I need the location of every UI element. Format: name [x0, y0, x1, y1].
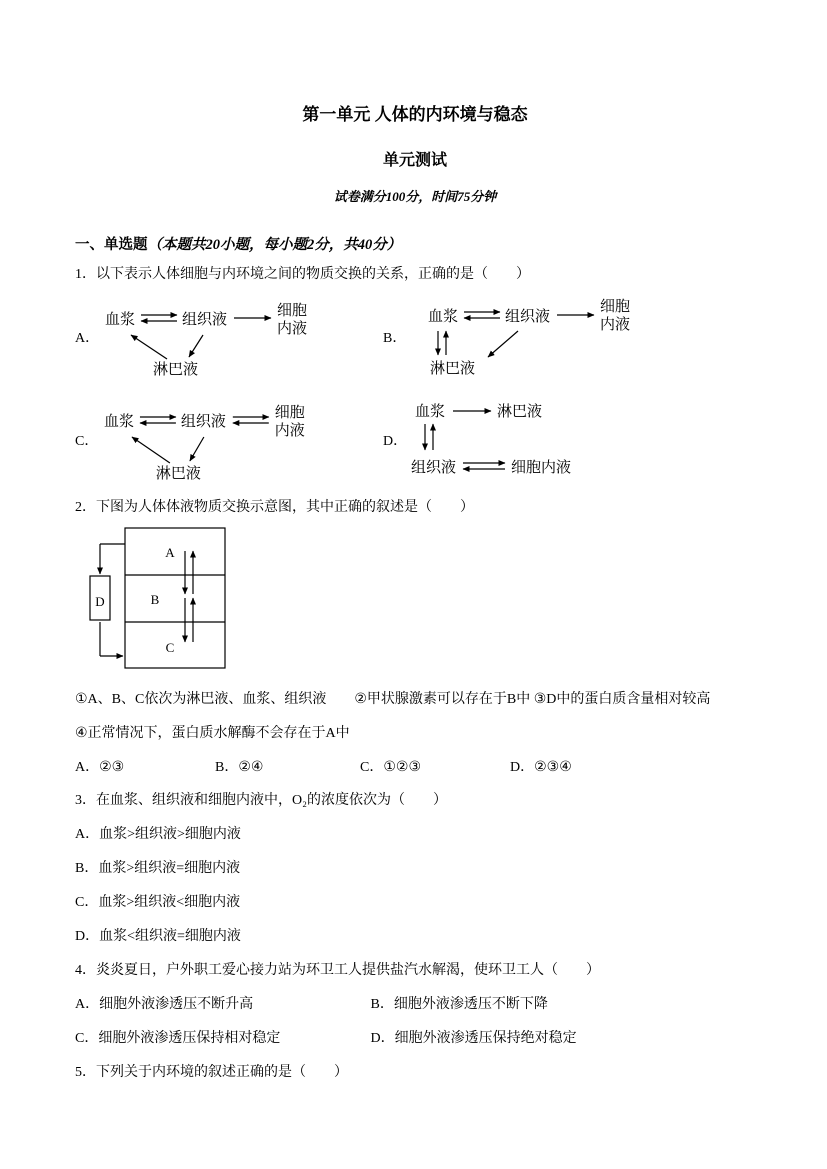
- plasma-label: 血浆: [105, 311, 136, 328]
- diagram-option-c: [100, 393, 375, 487]
- question-2-statements-line2: ④正常情况下，蛋白质水解酶不会存在于A中: [75, 725, 350, 741]
- option-c-label: C．: [75, 433, 99, 449]
- tissue-fluid-label: 组织液: [182, 311, 228, 328]
- lymph-label: 淋巴液: [153, 361, 199, 378]
- question-5-text: 5．下列关于内环境的叙述正确的是（ ）: [75, 1064, 348, 1080]
- option-b-label: B．: [383, 330, 407, 346]
- intracellular-fluid-label: 细胞内液: [511, 459, 572, 476]
- question-4-options-row2: [75, 1030, 755, 1049]
- section-title: 一、单选题: [75, 237, 148, 253]
- arrow: [488, 331, 518, 357]
- question-2-option-c: C．①②③: [360, 759, 421, 775]
- diagram-option-a: [101, 291, 366, 383]
- arrow: [190, 437, 204, 461]
- question-4-option-a: A．细胞外液渗透压不断升高: [75, 996, 254, 1012]
- page-title: 第一单元 人体的内环境与稳态: [302, 105, 528, 124]
- question-2-text: 2．下图为人体体液物质交换示意图，其中正确的叙述是（ ）: [75, 499, 474, 515]
- diagram-option-d: [409, 394, 659, 486]
- question-3-option-c: C．血浆>组织液<细胞内液: [75, 895, 241, 911]
- intracellular-fluid-label-line2: 内液: [275, 422, 306, 439]
- intracellular-fluid-label-line2: 内液: [600, 316, 631, 333]
- section-note: （本题共20小题，每小题2分，共40分）: [147, 237, 402, 253]
- intracellular-fluid-label-line1: 细胞: [600, 298, 631, 315]
- plasma-label: 血浆: [104, 413, 135, 430]
- question-1-option-a: [75, 291, 375, 383]
- lymph-label: 淋巴液: [156, 465, 202, 482]
- question-3-option-b: B．血浆>组织液=细胞内液: [75, 861, 241, 877]
- question-4-text: 4．炎炎夏日，户外职工爱心接力站为环卫工人提供盐汽水解渴，使环卫工人（ ）: [75, 962, 600, 978]
- question-3-option-a: A．血浆>组织液>细胞内液: [75, 827, 241, 843]
- question-1-option-d: [383, 393, 755, 487]
- page-subtitle: 单元测试: [382, 152, 447, 169]
- question-2-figure-wrap: [85, 524, 755, 679]
- section-heading: [75, 233, 755, 254]
- arrow: [189, 335, 203, 357]
- tissue-fluid-label: 组织液: [505, 308, 551, 325]
- option-d-label: D．: [383, 433, 408, 449]
- question-4-options-row1: [75, 996, 755, 1015]
- question-1-option-b: [383, 291, 755, 383]
- exam-note: 试卷满分100分，时间75分钟: [333, 189, 497, 204]
- question-2-option-d: D．②③④: [510, 759, 572, 775]
- tissue-fluid-label: 组织液: [411, 459, 457, 476]
- option-a-label: A．: [75, 330, 100, 346]
- question-2-options: [75, 759, 755, 778]
- intracellular-fluid-label-line1: 细胞: [275, 404, 306, 421]
- fluid-exchange-figure: [85, 524, 235, 674]
- compartment-b-label: B: [150, 591, 160, 607]
- question-1-text: 1．以下表示人体细胞与内环境之间的物质交换的关系，正确的是（ ）: [75, 267, 530, 282]
- plasma-label: 血浆: [428, 308, 459, 325]
- question-3-option-d: D．血浆<组织液=细胞内液: [75, 929, 241, 945]
- question-2-option-b: B．②④: [215, 759, 264, 775]
- compartment-d-label: D: [95, 593, 105, 609]
- lymph-label: 淋巴液: [497, 403, 543, 420]
- question-4-option-d: D．细胞外液渗透压保持绝对稳定: [370, 1030, 577, 1046]
- diagram-option-b: [408, 291, 658, 383]
- intracellular-fluid-label-line2: 内液: [277, 320, 308, 337]
- question-4-option-b: B．细胞外液渗透压不断下降: [370, 996, 548, 1012]
- lymph-label: 淋巴液: [430, 360, 476, 377]
- main-compartment-box: [125, 528, 225, 668]
- compartment-a-label: A: [165, 544, 175, 560]
- question-4-option-c: C．细胞外液渗透压保持相对稳定: [75, 1030, 281, 1046]
- arrow: [132, 437, 170, 463]
- intracellular-fluid-label-line1: 细胞: [277, 302, 308, 319]
- question-2-statements-line1: ①A、B、C依次为淋巴液、血浆、组织液 ②甲状腺激素可以存在于B中 ③D中的蛋白质含量相对较高: [75, 691, 711, 707]
- tissue-fluid-label: 组织液: [181, 413, 227, 430]
- question-3-text: 3．在血浆、组织液和细胞内液中，O₂的浓度依次为（ ）: [75, 793, 447, 809]
- question-1-option-c: [75, 393, 375, 487]
- arrow: [131, 335, 167, 359]
- question-1-diagrams: [75, 291, 755, 487]
- compartment-c-label: C: [165, 639, 175, 655]
- question-2-option-a: A．②③: [75, 759, 125, 775]
- plasma-label: 血浆: [415, 403, 446, 420]
